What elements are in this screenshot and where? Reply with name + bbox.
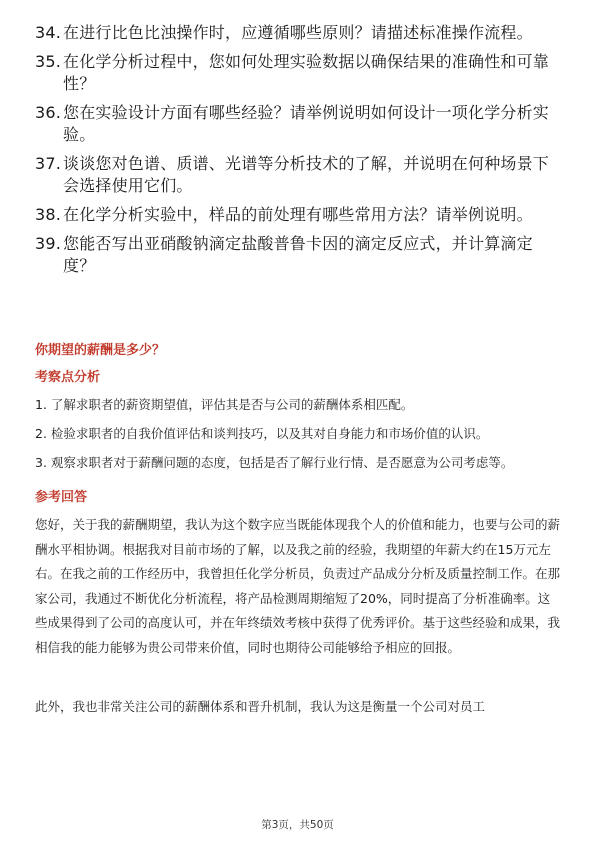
analysis-point: 2. 检验求职者的自我价值评估和谈判技巧，以及其对自身能力和市场价值的认识。 (35, 426, 489, 441)
question-text: 谈谈您对色谱、质谱、光谱等分析技术的了解，并说明在何种场景下会选择使用它们。 (63, 154, 550, 195)
question-list (35, 22, 565, 284)
question-text: 您在实验设计方面有哪些经验？请举例说明如何设计一项化学分析实验。 (63, 103, 550, 144)
analysis-point: 1. 了解求职者的薪资期望值，评估其是否与公司的薪酬体系相匹配。 (35, 397, 414, 412)
question-item (35, 233, 565, 277)
question-number: 38. (35, 205, 62, 224)
question-text: 在化学分析实验中，样品的前处理有哪些常用方法？请举例说明。 (63, 205, 533, 224)
question-item (35, 102, 565, 146)
question-item (35, 204, 565, 226)
salary-section (35, 342, 560, 719)
page-footer: 第3页，共50页 (261, 819, 334, 831)
question-text: 您能否写出亚硝酸钠滴定盐酸普鲁卡因的滴定反应式，并计算滴定度？ (63, 234, 533, 275)
analysis-title: 考察点分析 (35, 370, 101, 385)
answer-paragraph: 您好，关于我的薪酬期望，我认为这个数字应当既能体现我个人的价值和能力，也要与公司的薪酬水平相协调。根据我对目前市场的了解，以及我之前的经验，我期望的年薪大约在15万元左右。在我之前的工作经历中，我曾担任化学分析员，负责过产品成分分析及质量控制工作。在那家公司，我通过不断优化分析流程，将产品检测周期缩短了20%，同时提高了分析准确率。这些成果得到了公司的高度认可，并在年终绩效考核中获得了优秀评价。基于这些经验和成果，我相信我的能力能够为贵公司带来价值，同时也期待公司能够给予相应的回报。 (35, 517, 561, 655)
question-text: 在化学分析过程中，您如何处理实验数据以确保结果的准确性和可靠性？ (63, 52, 550, 93)
answer-title: 参考回答 (35, 490, 88, 505)
question-number: 35. (35, 52, 62, 71)
question-item (35, 51, 565, 95)
question-item (35, 153, 565, 197)
question-number: 36. (35, 103, 62, 122)
answer-paragraph: 此外，我也非常关注公司的薪酬体系和晋升机制，我认为这是衡量一个公司对员工 (35, 698, 486, 714)
analysis-point: 3. 观察求职者对于薪酬问题的态度，包括是否了解行业行情、是否愿意为公司考虑等。 (35, 455, 514, 470)
question-number: 34. (35, 23, 62, 42)
question-text: 在进行比色比浊操作时，应遵循哪些原则？请描述标准操作流程。 (63, 23, 533, 42)
question-item (35, 22, 565, 44)
question-number: 39. (35, 234, 62, 253)
section-title: 你期望的薪酬是多少？ (35, 343, 166, 358)
question-number: 37. (35, 154, 62, 173)
